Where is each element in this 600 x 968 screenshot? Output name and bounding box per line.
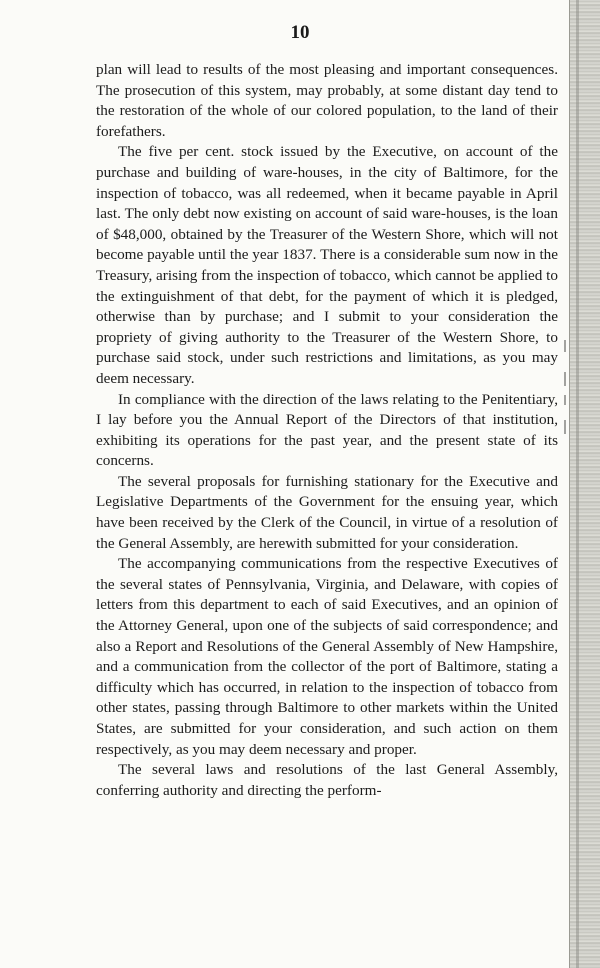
page-number: 10 xyxy=(290,22,310,43)
paragraph-colonization: plan will lead to results of the most pleasing and important consequences. The prosecution of this system, may probably, at some distant day tend to the restoration of the whole of our colored population, to the land of their forefathers. xyxy=(96,61,558,140)
scan-margin-marks xyxy=(552,0,570,968)
scan-binding-edge xyxy=(569,0,600,968)
scan-mark xyxy=(564,340,566,352)
paragraph-stationary: The several proposals for furnishing stationary for the Executive and Legislative Departments of the Government for the ensuing year, which have been received by the Clerk of the Council, in virtue of a resolution of the General Assembly, are herewith submitted for your consideration. xyxy=(96,472,558,552)
scan-mark xyxy=(564,395,566,405)
scan-mark xyxy=(564,372,566,386)
paragraph-stock-debt: The five per cent. stock issued by the Executive, on account of the purchase and building of ware-houses, in the city of Baltimore, for the inspection of tobacco, was all redeemed, when it became payable in April last. The only debt now existing on account of said ware-houses, is the loan of $48,000, obtained by the Treasurer of the Western Shore, which will not become payable until the year 1837. There is a considerable sum now in the Treasury, arising from the inspection of tobacco, which cannot be applied to the extinguishment of that debt, for the payment of which it is pledged, otherwise than by purchase; and I submit to your consideration the propriety of giving authority to the Treasurer of the Western Shore, to purchase said stock, under such restrictions and limitations, as you may deem necessary. xyxy=(96,143,558,387)
scan-mark xyxy=(564,420,566,434)
paragraph-communications: The accompanying communications from the respective Executives of the several states of Pennsylvania, Virginia, and Delaware, with copies of letters from this department to each of said Executives, and an opinion of the Attorney General, upon one of the subjects of said correspondence; and also a Report and Resolutions of the General Assembly of New Hampshire, and a communication from the collector of the port of Baltimore, stating a difficulty which has occurred, in relation to the inspection of tobacco from other states, passing through Baltimore to other markets within the United States, are submitted for your consideration, and such action on them respectively, as you may deem necessary and proper. xyxy=(96,555,558,758)
document-body xyxy=(96,60,558,801)
paragraph-laws-resolutions: The several laws and resolutions of the last General Assembly, conferring authority and directing the perform- xyxy=(96,761,558,799)
paragraph-penitentiary: In compliance with the direction of the laws relating to the Penitentiary, I lay before you the Annual Report of the Directors of that institution, exhibiting its operations for the past year, and the present state of its concerns. xyxy=(96,390,558,470)
